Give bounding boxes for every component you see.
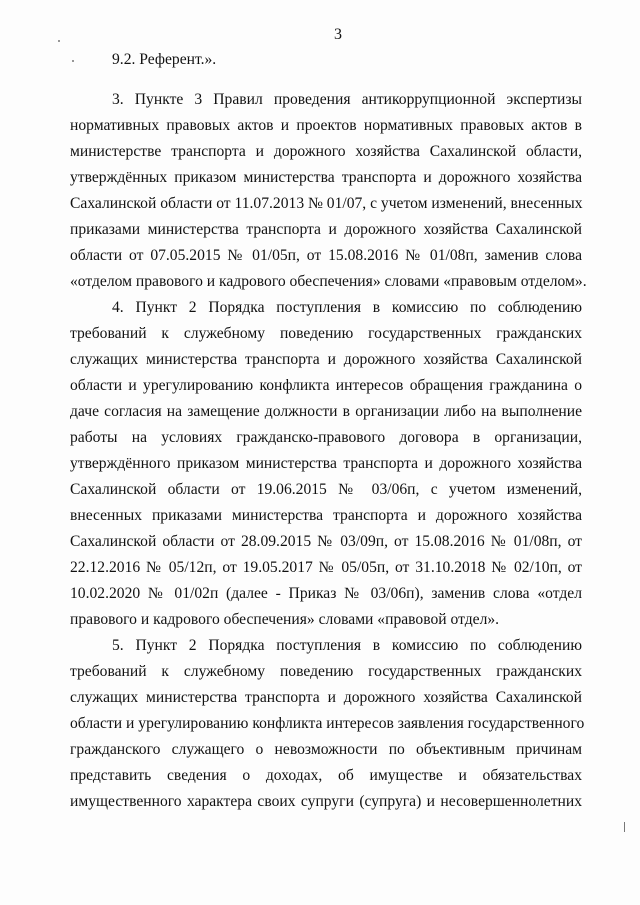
- text-line: области и урегулированию конфликта интересов заявления государственного: [70, 715, 585, 732]
- scan-speck: [624, 822, 625, 832]
- text-line: даче согласия на замещение должности в организации либо на выполнение: [70, 403, 582, 420]
- text-line: 5. Пункт 2 Порядка поступления в комиссию по соблюдению: [112, 637, 582, 654]
- text-line: работы на условиях гражданско-правового договора в организации,: [70, 429, 582, 446]
- text-line: внесенных приказами министерства транспорта и дорожного хозяйства: [70, 507, 582, 524]
- text-line: министерстве транспорта и дорожного хозяйства Сахалинской области,: [70, 143, 582, 160]
- text-line: 4. Пункт 2 Порядка поступления в комиссию по соблюдению: [112, 299, 582, 316]
- text-line: 22.12.2016 № 05/12п, от 19.05.2017 № 05/05п, от 31.10.2018 № 02/10п, от: [70, 559, 582, 576]
- page-number: 3: [334, 26, 342, 43]
- text-line: Сахалинской области от 11.07.2013 № 01/07, с учетом изменений, внесенных: [70, 195, 583, 212]
- text-line: требований к служебному поведению государственных гражданских: [70, 325, 582, 342]
- text-line: служащих министерства транспорта и дорожного хозяйства Сахалинской: [70, 689, 582, 706]
- text-line: требований к служебному поведению государственных гражданских: [70, 663, 582, 680]
- text-line: «отделом правового и кадрового обеспечения» словами «правовым отделом».: [70, 273, 587, 290]
- text-line: 3. Пункте 3 Правил проведения антикоррупционной экспертизы: [112, 91, 582, 108]
- text-line: 10.02.2020 № 01/02п (далее - Приказ № 03/06п), заменив слова «отдел: [70, 585, 582, 602]
- scan-speck: [58, 40, 60, 42]
- text-line: 9.2. Референт.».: [112, 51, 217, 68]
- text-line: нормативных правовых актов и проектов нормативных правовых актов в: [70, 117, 582, 134]
- text-line: области от 07.05.2015 № 01/05п, от 15.08.2016 № 01/08п, заменив слова: [70, 247, 582, 264]
- text-line: области и урегулированию конфликта интересов обращения гражданина о: [70, 377, 582, 394]
- text-line: утверждённого приказом министерства транспорта и дорожного хозяйства: [70, 455, 582, 472]
- text-line: приказами министерства транспорта и дорожного хозяйства Сахалинской: [70, 221, 582, 238]
- text-line: Сахалинской области от 19.06.2015 № 03/06п, с учетом изменений,: [70, 481, 582, 498]
- text-line: представить сведения о доходах, об имуществе и обязательствах: [70, 767, 582, 784]
- text-line: Сахалинской области от 28.09.2015 № 03/09п, от 15.08.2016 № 01/08п, от: [70, 533, 582, 550]
- text-line: правового и кадрового обеспечения» словами «правовой отдел».: [70, 611, 500, 628]
- text-line: служащих министерства транспорта и дорожного хозяйства Сахалинской: [70, 351, 582, 368]
- text-line: имущественного характера своих супруги (супруга) и несовершеннолетних: [70, 793, 582, 810]
- text-line: утверждённых приказом министерства транспорта и дорожного хозяйства: [70, 169, 582, 186]
- scan-speck: [72, 60, 74, 62]
- text-line: гражданского служащего о невозможности по объективным причинам: [70, 741, 582, 758]
